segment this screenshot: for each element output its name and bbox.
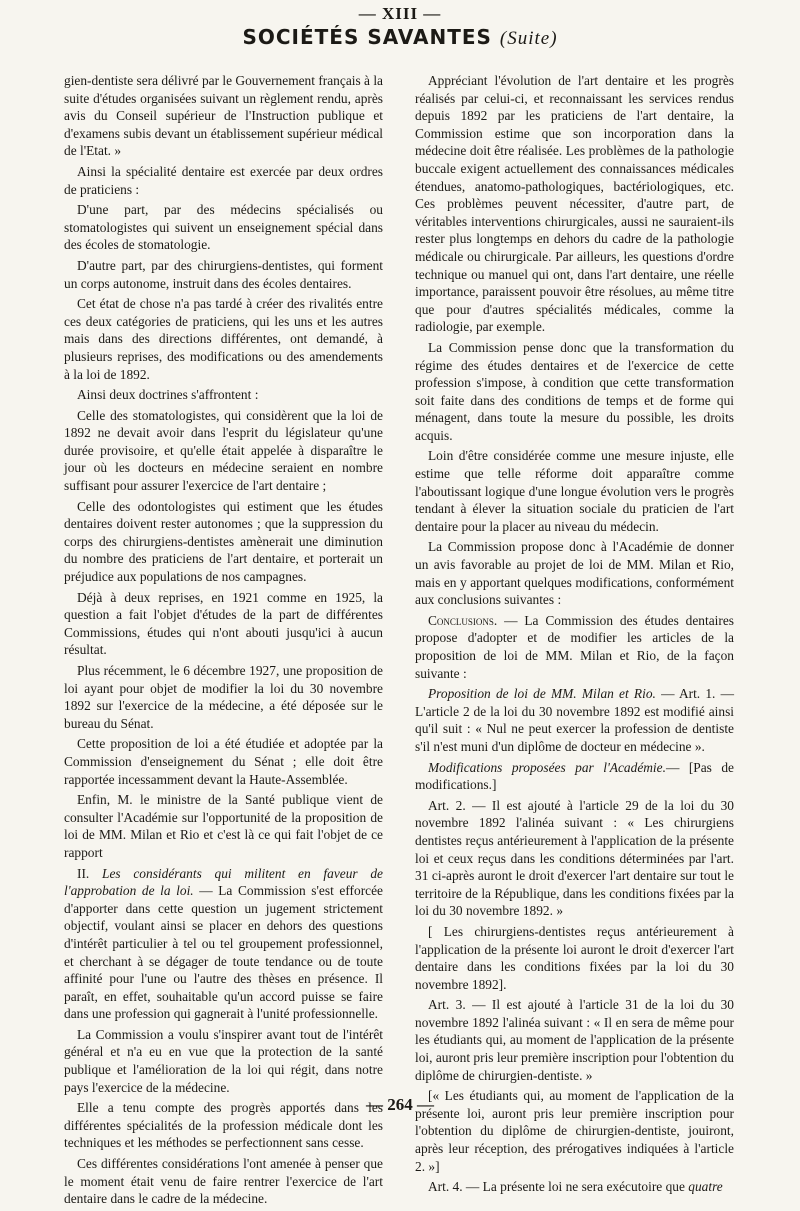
section-title bbox=[0, 25, 800, 50]
paragraph: Cette proposition de loi a été étudiée et adoptée par la Commission d'enseignement du Sénat ; elle doit être rapportée incessamment devant la Haute-Assemblée. bbox=[64, 736, 383, 787]
paragraph-section-ii bbox=[64, 865, 383, 1023]
paragraph: [« Les étudiants qui, au moment de l'application de la présente loi, auront pris leur première inscription pour l'obtention du diplôme de chirurgien-dentiste, jouiront, après leur réception, des prérogatives indiquées à l'article 2. »] bbox=[415, 1088, 734, 1174]
paragraph-modifications bbox=[415, 759, 734, 794]
paragraph: La Commission a voulu s'inspirer avant tout de l'intérêt général et n'a eu en vue que la protection de la santé publique et l'amélioration de la loi qui régit, dans notre pays l'exercice de la médecine. bbox=[64, 1026, 383, 1095]
paragraph: Ainsi la spécialité dentaire est exercée par deux ordres de praticiens : bbox=[64, 163, 383, 197]
paragraph: Appréciant l'évolution de l'art dentaire et les progrès réalisés par celui-ci, et reconnaissant les services rendus depuis 1892 par les praticiens de l'art dentaire, la Commission estime que son incorporation dans la médecine doit être réalisée. Les problèmes de la pathologie buccale exigent actuellement des connaissances médicales étendues, anatomo-pathologiques, bactériologiques, etc. Ces problèmes peuvent nécessiter, d'autre part, de véritables interventions chirurgicales, aussi ne sauraient-ils rester plus longtemps en dehors du cadre de la pathologie médicale ou chirurgicale. Par ailleurs, les questions d'ordre technique ou manuel qui ont, dans l'art dentaire, une réelle importance, paraissent pouvoir être résolues, au même titre que pour d'autres spécialités médicales, comme la radiologie, par exemple. bbox=[415, 73, 734, 335]
paragraph: D'autre part, par des chirurgiens-dentistes, qui forment un corps autonome, instruit dans des écoles dentaires. bbox=[64, 257, 383, 291]
paragraph: Ces différentes considérations l'ont amenée à penser que le moment était venu de faire rentrer l'exercice de l'art dentaire dans le cadre de la médecine. bbox=[64, 1156, 383, 1207]
paragraph: Cet état de chose n'a pas tardé à créer des rivalités entre ces deux catégories de praticiens, qui les uns et les autres mais dans des directions différentes, ont demandé, à plusieurs reprises, des modifications ou des amendements à la loi de 1892. bbox=[64, 296, 383, 382]
page-roman-numeral: — XIII — bbox=[358, 4, 442, 23]
modifications-heading: Modifications proposées par l'Académie. bbox=[428, 759, 666, 775]
page-header bbox=[0, 4, 800, 50]
paragraph-conclusions bbox=[415, 612, 734, 682]
paragraph: [ Les chirurgiens-dentistes reçus antérieurement à l'application de la présente loi auront le droit d'exercer l'art dentaire dans les conditions fixées par la loi du 30 novembre 1892]. bbox=[415, 923, 734, 992]
paragraph: La Commission pense donc que la transformation du régime des études dentaires et de l'exercice de cette profession s'impose, à condition que cette transformation soit faite dans des conditions de temps et de forme qui ménagent, dans toute la mesure du possible, les droits acquis. bbox=[415, 339, 734, 443]
article-4-text: Art. 4. — La présente loi ne sera exécutoire que bbox=[428, 1179, 689, 1195]
section-heading: Les considérants qui militent en faveur de l'approbation de la loi. bbox=[64, 865, 383, 899]
conclusions-label: Conclusions. bbox=[428, 612, 498, 628]
paragraph: Art. 2. — Il est ajouté à l'article 29 de la loi du 30 novembre 1892 l'alinéa suivant : « Les chirurgiens dentistes reçus antérieurement à l'application de la présente loi et ceux reçus dans les conditions déterminées par l'art. 31 ci-après auront le droit d'exercer l'art dentaire sur tout le territoire de la République, dans les conditions fixées par la loi du 30 novembre 1892. » bbox=[415, 797, 734, 919]
section-title-suffix: (Suite) bbox=[499, 28, 558, 49]
proposition-heading: Proposition de loi de MM. Milan et Rio. bbox=[428, 686, 656, 702]
paragraph: Loin d'être considérée comme une mesure injuste, elle estime que telle réforme doit apparaître comme l'aboutissant logique d'une longue évolution vers le progrès tendant à élever la situation sociale du praticien de l'art dentaire pour la placer au niveau du médecin. bbox=[415, 448, 734, 534]
paragraph: Elle a tenu compte des progrès apportés dans les différentes spécialités de la profession médicale dont les techniques et les méthodes se perfectionnent sans cesse. bbox=[64, 1100, 383, 1151]
paragraph: Plus récemment, le 6 décembre 1927, une proposition de loi ayant pour objet de modifier la loi du 30 novembre 1892 sur l'exercice de la médecine, a été déposée sur le bureau du Sénat. bbox=[64, 663, 383, 731]
modifications-text: — [Pas de modifications.] bbox=[415, 759, 734, 793]
paragraph: Enfin, M. le ministre de la Santé publique vient de consulter l'Académie sur l'opportunité de la proposition de loi de MM. Milan et Rio et c'est là ce qui fait l'objet de ce rapport bbox=[64, 792, 383, 860]
article-4-emphasis: quatre bbox=[688, 1179, 723, 1195]
right-column bbox=[415, 72, 734, 1199]
section-title-text: SOCIÉTÉS SAVANTES bbox=[242, 25, 492, 49]
section-text: — La Commission s'est efforcée d'apporter dans cette question un jugement strictement objectif, voulant ainsi se placer en dehors des questions d'intérêt particulier à tel ou tel groupement professionnel, et cherchant à se dégager de toute tendance ou de toute affinité pour l'une ou l'autre des thèses en présence. Il paraît, en effet, souhaitable qu'un accord puisse se faire dans une profession qui gagnerait à l'unité professionnelle. bbox=[64, 883, 383, 1022]
paragraph: gien-dentiste sera délivré par le Gouvernement français à la suite d'études organisées suivant un règlement rendu, après avis du Conseil supérieur de l'Instruction publique et d'examens subis devant un établissement supérieur médical de l'Etat. » bbox=[64, 73, 383, 159]
paragraph: D'une part, par des médecins spécialisés ou stomatologistes qui suivent un enseignement spécial dans des écoles de stomatologie. bbox=[64, 202, 383, 253]
paragraph: Déjà à deux reprises, en 1921 comme en 1925, la question a fait l'objet d'études de la part de différentes Commissions, études qui n'ont abouti jusqu'ici à aucun résultat. bbox=[64, 589, 383, 658]
paragraph: La Commission propose donc à l'Académie de donner un avis favorable au projet de loi de MM. Milan et Rio, mais en y apportant quelques modifications, conformément aux conclusions suivantes : bbox=[415, 539, 734, 608]
paragraph: Art. 3. — Il est ajouté à l'article 31 de la loi du 30 novembre 1892 l'alinéa suivant : « Il en sera de même pour les étudiants qui, au moment de l'application de la présente loi, auront pris leur première inscription pour l'obtention du diplôme de chirurgien-dentiste. » bbox=[415, 997, 734, 1083]
paragraph: Celle des stomatologistes, qui considèrent que la loi de 1892 ne devait avoir dans l'esprit du législateur qu'une durée provisoire, et qu'elle était appelée à disparaître le jour où les docteurs en médecine seraient en nombre suffisant pour assurer l'exercice de l'art dentaire ; bbox=[64, 407, 383, 494]
conclusions-text: — La Commission des études dentaires propose d'adopter et de modifier les articles de la proposition de loi de MM. Milan et Rio, de la façon suivante : bbox=[415, 612, 734, 681]
proposition-text: — Art. 1. — L'article 2 de la loi du 30 novembre 1892 est modifié ainsi qu'il suit : « Nul ne peut exercer la profession de dentiste s'il n'est muni d'un diplôme de docteur en médecine ». bbox=[415, 686, 734, 754]
left-column bbox=[64, 72, 383, 1211]
paragraph: Celle des odontologistes qui estiment que les études dentaires doivent rester autonomes ; que la suppression du corps des chirurgiens-dentistes amènerait une diminution du nombre des praticiens de l'art dentaire, et porterait un préjudice aux populations de nos campagnes. bbox=[64, 498, 383, 585]
paragraph-proposition bbox=[415, 685, 734, 755]
paragraph-article-4 bbox=[415, 1178, 734, 1196]
page-number: — 264 — bbox=[366, 1095, 434, 1114]
paragraph: Ainsi deux doctrines s'affrontent : bbox=[77, 387, 259, 403]
section-number: II. bbox=[77, 865, 103, 881]
